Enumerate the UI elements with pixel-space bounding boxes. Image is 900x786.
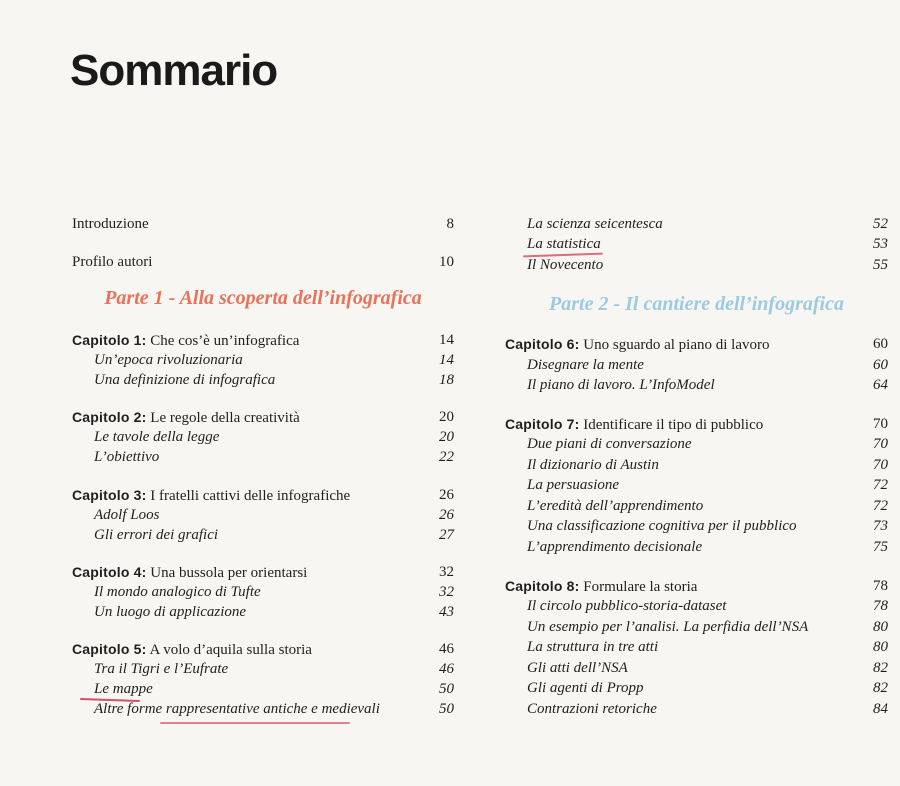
toc-subentry[interactable] [505, 214, 888, 234]
chapter-page: 20 [439, 409, 454, 425]
page-title: Sommario [70, 46, 278, 95]
pen-underline-mark [160, 722, 350, 724]
chapter-label: Capitolo 5: [72, 641, 147, 657]
chapter-title: Formulare la storia [583, 579, 698, 595]
chapter-title: A volo d’aquila sulla storia [149, 642, 312, 658]
toc-subentry[interactable] [505, 617, 888, 637]
chapter-label: Capitolo 4: [72, 564, 147, 580]
subentry-title: La persuasione [527, 477, 620, 493]
subentry-title: La statistica [527, 236, 601, 252]
subentry-title: Contrazioni retoriche [527, 701, 657, 717]
subentry-page: 14 [439, 352, 454, 368]
toc-subentry[interactable] [72, 525, 454, 545]
chapter-label: Capitolo 6: [505, 336, 580, 352]
chapter-3-entry[interactable] [72, 485, 454, 505]
toc-subentry[interactable] [505, 699, 888, 719]
chapter-label: Capitolo 7: [505, 416, 580, 432]
subentry-title: Gli atti dell’NSA [527, 660, 628, 676]
subentry-page: 55 [873, 257, 888, 273]
subentry-title: Il Novecento [527, 257, 604, 273]
toc-entry-introduzione[interactable] [72, 214, 454, 234]
part-1-heading: Parte 1 - Alla scoperta dell’infografica [104, 287, 422, 309]
subentry-page: 46 [439, 661, 454, 677]
toc-subentry[interactable] [72, 505, 454, 525]
toc-subentry[interactable] [72, 370, 454, 390]
subentry-page: 18 [439, 372, 454, 388]
toc-entry-page: 8 [446, 216, 454, 232]
chapter-page: 14 [439, 332, 454, 348]
toc-subentry[interactable] [505, 678, 888, 698]
toc-subentry[interactable] [72, 699, 454, 719]
subentry-title: Altre forme rappresentative antiche e medievali [94, 701, 380, 717]
chapter-5-entry[interactable] [72, 639, 454, 659]
chapter-7-entry[interactable] [505, 414, 888, 434]
chapter-title: I fratelli cattivi delle infografiche [150, 488, 351, 504]
subentry-title: Un esempio per l’analisi. La perfidia dell’NSA [527, 619, 809, 635]
subentry-page: 50 [439, 681, 454, 697]
chapter-page: 26 [439, 487, 454, 503]
subentry-title: Le tavole della legge [94, 429, 220, 445]
toc-entry-title: Profilo autori [72, 254, 153, 270]
subentry-title: Disegnare la mente [527, 357, 644, 373]
toc-subentry[interactable] [505, 375, 888, 395]
subentry-page: 22 [439, 449, 454, 465]
toc-subentry[interactable] [505, 516, 888, 536]
chapter-page: 70 [873, 416, 888, 432]
subentry-title: Il mondo analogico di Tufte [94, 584, 261, 600]
toc-subentry[interactable] [72, 679, 454, 699]
chapter-1-entry[interactable] [72, 330, 454, 350]
toc-subentry[interactable] [505, 234, 888, 254]
subentry-page: 60 [873, 357, 888, 373]
subentry-title: Un luogo di applicazione [94, 604, 247, 620]
toc-entry-page: 10 [439, 254, 454, 270]
chapter-label: Capitolo 3: [72, 487, 147, 503]
chapter-8-entry[interactable] [505, 576, 888, 596]
chapter-2-entry[interactable] [72, 407, 454, 427]
toc-subentry[interactable] [505, 455, 888, 475]
part-2-heading: Parte 2 - Il cantiere dell’infografica [549, 293, 844, 315]
subentry-title: Il dizionario di Austin [527, 457, 659, 473]
subentry-page: 26 [439, 507, 454, 523]
chapter-title: Identificare il tipo di pubblico [583, 417, 764, 433]
subentry-title: Tra il Tigri e l’Eufrate [94, 661, 229, 677]
subentry-page: 73 [873, 518, 888, 534]
chapter-title: Una bussola per orientarsi [150, 565, 308, 581]
chapter-page: 78 [873, 578, 888, 594]
subentry-page: 78 [873, 598, 888, 614]
subentry-page: 50 [439, 701, 454, 717]
toc-subentry[interactable] [72, 350, 454, 370]
chapter-page: 60 [873, 336, 888, 352]
toc-subentry[interactable] [505, 496, 888, 516]
chapter-page: 46 [439, 641, 454, 657]
toc-subentry[interactable] [505, 475, 888, 495]
subentry-title: L’obiettivo [94, 449, 160, 465]
subentry-page: 64 [873, 377, 888, 393]
toc-subentry[interactable] [505, 658, 888, 678]
chapter-title: Le regole della creatività [150, 410, 300, 426]
subentry-page: 27 [439, 527, 454, 543]
toc-entry-title: Introduzione [72, 216, 149, 232]
subentry-page: 32 [439, 584, 454, 600]
toc-subentry[interactable] [72, 427, 454, 447]
subentry-page: 53 [873, 236, 888, 252]
subentry-page: 84 [873, 701, 888, 717]
toc-subentry[interactable] [72, 602, 454, 622]
chapter-label: Capitolo 1: [72, 332, 147, 348]
subentry-title: Una classificazione cognitiva per il pubblico [527, 518, 797, 534]
subentry-title: L’eredità dell’apprendimento [527, 498, 704, 514]
subentry-title: Due piani di conversazione [527, 436, 692, 452]
chapter-page: 32 [439, 564, 454, 580]
subentry-page: 80 [873, 639, 888, 655]
chapter-label: Capitolo 8: [505, 578, 580, 594]
chapter-title: Uno sguardo al piano di lavoro [583, 337, 770, 353]
subentry-page: 20 [439, 429, 454, 445]
toc-subentry[interactable] [72, 659, 454, 679]
chapter-6-entry[interactable] [505, 334, 888, 354]
toc-subentry[interactable] [505, 434, 888, 454]
chapter-4-entry[interactable] [72, 562, 454, 582]
toc-subentry[interactable] [72, 582, 454, 602]
toc-subentry[interactable] [505, 637, 888, 657]
subentry-page: 82 [873, 660, 888, 676]
toc-subentry[interactable] [505, 255, 888, 275]
subentry-title: La scienza seicentesca [527, 216, 663, 232]
subentry-title: L’apprendimento decisionale [527, 539, 703, 555]
toc-subentry[interactable] [505, 537, 888, 557]
subentry-title: Una definizione di infografica [94, 372, 276, 388]
subentry-page: 70 [873, 436, 888, 452]
toc-entry-profilo-autori[interactable] [72, 252, 454, 272]
subentry-title: Gli errori dei grafici [94, 527, 219, 543]
chapter-label: Capitolo 2: [72, 409, 147, 425]
subentry-title: La struttura in tre atti [527, 639, 659, 655]
subentry-title: Il circolo pubblico-storia-dataset [527, 598, 727, 614]
subentry-page: 52 [873, 216, 888, 232]
subentry-page: 80 [873, 619, 888, 635]
subentry-page: 75 [873, 539, 888, 555]
subentry-page: 82 [873, 680, 888, 696]
subentry-page: 72 [873, 498, 888, 514]
subentry-page: 70 [873, 457, 888, 473]
subentry-title: Adolf Loos [94, 507, 160, 523]
subentry-page: 43 [439, 604, 454, 620]
subentry-title: Un’epoca rivoluzionaria [94, 352, 243, 368]
subentry-title: Il piano di lavoro. L’InfoModel [527, 377, 715, 393]
toc-subentry[interactable] [505, 596, 888, 616]
toc-subentry[interactable] [505, 355, 888, 375]
chapter-title: Che cos’è un’infografica [150, 333, 300, 349]
subentry-title: Gli agenti di Propp [527, 680, 644, 696]
subentry-title: Le mappe [94, 681, 153, 697]
subentry-page: 72 [873, 477, 888, 493]
toc-subentry[interactable] [72, 447, 454, 467]
